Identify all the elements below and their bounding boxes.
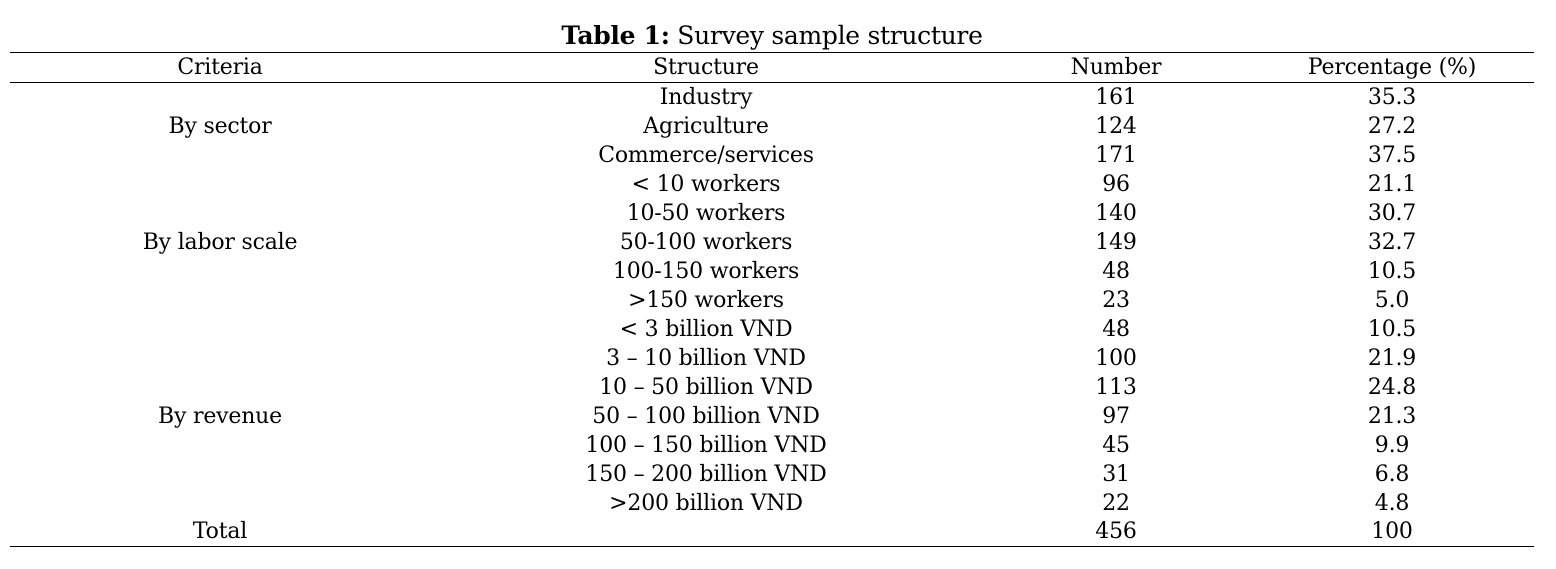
structure-cell: < 10 workers xyxy=(631,171,781,197)
structure-cell: Commerce/services xyxy=(598,142,814,168)
percentage-cell: 6.8 xyxy=(1374,461,1410,487)
table-caption-label: Table 1: xyxy=(561,21,670,50)
number-cell: 22 xyxy=(1102,490,1130,516)
table-caption-title: Survey sample structure xyxy=(677,21,983,50)
number-cell: 161 xyxy=(1095,84,1137,110)
total-number: 456 xyxy=(982,518,1250,547)
criteria-cell: By revenue xyxy=(158,403,282,429)
structure-cell: < 3 billion VND xyxy=(619,316,793,342)
percentage-cell: 10.5 xyxy=(1367,316,1417,342)
percentage-cell: 21.3 xyxy=(1367,403,1417,429)
structure-cell: 50-100 workers xyxy=(619,229,793,255)
structure-cell: 150 – 200 billion VND xyxy=(585,461,827,487)
criteria-cell: By labor scale xyxy=(142,229,298,255)
percentage-cell: 35.3 xyxy=(1367,84,1417,110)
number-cell: 48 xyxy=(1102,258,1130,284)
number-cell: 48 xyxy=(1102,316,1130,342)
percentage-cell: 27.2 xyxy=(1367,113,1417,139)
percentage-cell: 32.7 xyxy=(1367,229,1417,255)
percentage-cell: 24.8 xyxy=(1367,374,1417,400)
total-structure-cell xyxy=(430,518,982,547)
structure-cell: Industry xyxy=(659,84,753,110)
structure-cell: 50 – 100 billion VND xyxy=(592,403,820,429)
structure-cell: Agriculture xyxy=(643,113,769,139)
number-cell: 96 xyxy=(1102,171,1130,197)
header-criteria: Criteria xyxy=(10,53,430,83)
number-cell: 31 xyxy=(1102,461,1130,487)
header-structure: Structure xyxy=(430,53,982,83)
header-number: Number xyxy=(982,53,1250,83)
percentage-cell: 10.5 xyxy=(1367,258,1417,284)
percentage-cell: 30.7 xyxy=(1367,200,1417,226)
number-cell: 124 xyxy=(1095,113,1137,139)
percentage-cell: 21.9 xyxy=(1367,345,1417,371)
structure-cell: 10 – 50 billion VND xyxy=(599,374,813,400)
structure-cell: 100-150 workers xyxy=(612,258,800,284)
number-cell: 97 xyxy=(1102,403,1130,429)
structure-cell: 100 – 150 billion VND xyxy=(585,432,827,458)
number-cell: 140 xyxy=(1095,200,1137,226)
total-percentage: 100 xyxy=(1250,518,1534,547)
percentage-cell: 37.5 xyxy=(1367,142,1417,168)
criteria-cell: By sector xyxy=(168,113,272,139)
structure-cell: >200 billion VND xyxy=(609,490,803,516)
number-cell: 23 xyxy=(1102,287,1130,313)
number-cell: 171 xyxy=(1095,142,1137,168)
total-row xyxy=(10,518,1534,547)
survey-sample-table xyxy=(10,52,1534,547)
percentage-cell: 4.8 xyxy=(1374,490,1410,516)
table-caption xyxy=(0,20,1544,52)
number-cell: 149 xyxy=(1095,229,1137,255)
structure-cell: >150 workers xyxy=(628,287,784,313)
percentage-cell: 9.9 xyxy=(1374,432,1410,458)
percentage-cell: 21.1 xyxy=(1367,171,1417,197)
table-row xyxy=(10,83,1534,112)
number-cell: 45 xyxy=(1102,432,1130,458)
total-label: Total xyxy=(10,518,430,547)
table-header-row xyxy=(10,53,1534,83)
number-cell: 113 xyxy=(1095,374,1137,400)
table-row xyxy=(10,315,1534,344)
header-percentage: Percentage (%) xyxy=(1250,53,1534,83)
structure-cell: 10-50 workers xyxy=(626,200,786,226)
structure-cell: 3 – 10 billion VND xyxy=(606,345,806,371)
table-row xyxy=(10,170,1534,199)
percentage-cell: 5.0 xyxy=(1374,287,1410,313)
number-cell: 100 xyxy=(1095,345,1137,371)
